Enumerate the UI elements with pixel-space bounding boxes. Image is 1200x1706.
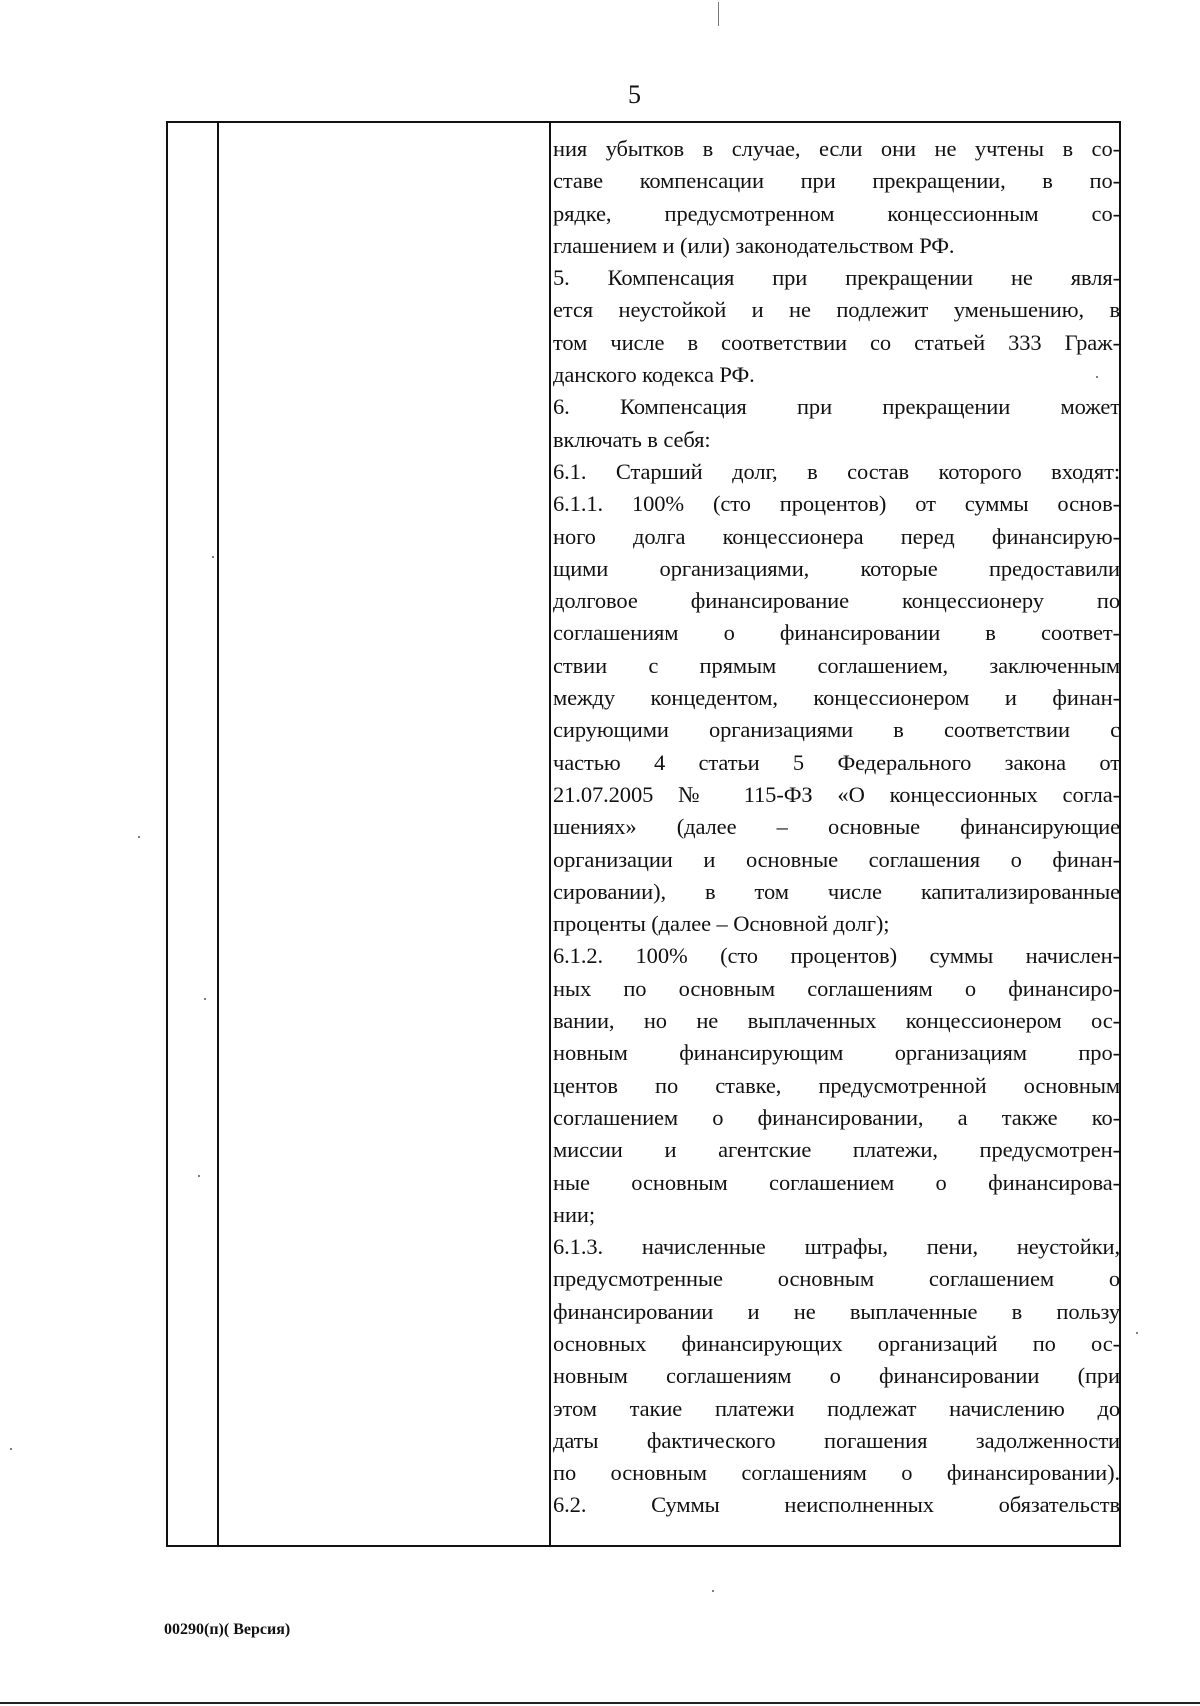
text-line: ные основным соглашением о финансирова- — [553, 1169, 1120, 1195]
text-line: включать в себя: — [553, 426, 711, 452]
text-line: новным соглашениям о финансировании (при — [553, 1363, 1120, 1389]
text-line: рядке, предусмотренном концессионным со- — [553, 200, 1120, 226]
text-line: частью 4 статьи 5 Федерального закона от — [553, 749, 1120, 775]
text-line: проценты (далее – Основной долг); — [553, 911, 890, 937]
page-number: 5 — [628, 80, 641, 109]
text-line: 6.2. Суммы неисполненных обязательств — [553, 1492, 1120, 1518]
scan-speck — [204, 998, 206, 1000]
text-line: нии; — [553, 1201, 595, 1227]
scan-speck — [212, 556, 214, 558]
scan-speck — [1136, 1332, 1138, 1334]
text-line: щими организациями, которые предоставили — [553, 555, 1120, 581]
text-line: соглашениям о финансировании в соответ- — [553, 620, 1120, 646]
text-line: ного долга концессионера перед финансирую- — [553, 523, 1120, 549]
text-line: том числе в соответствии со статьей 333 Граж- — [553, 329, 1120, 355]
text-line: сировании), в том числе капитализированные — [553, 878, 1120, 904]
text-line: 6.1.2. 100% (сто процентов) суммы начислен- — [553, 943, 1120, 969]
text-line: этом такие платежи подлежат начислению до — [553, 1395, 1120, 1421]
text-line: шениях» (далее – основные финансирующие — [553, 814, 1120, 840]
text-line: данского кодекса РФ. — [553, 362, 755, 388]
text-line: по основным соглашениям о финансировании). — [553, 1460, 1120, 1486]
text-line: глашением и (или) законодательством РФ. — [553, 232, 955, 258]
text-line: даты фактического погашения задолженности — [553, 1427, 1120, 1453]
text-line: ствии с прямым соглашением, заключенным — [553, 652, 1120, 678]
text-line: ется неустойкой и не подлежит уменьшению, в — [553, 297, 1120, 323]
content-cell — [553, 133, 1120, 1522]
text-line: 6.1.3. начисленные штрафы, пени, неустойки, — [553, 1234, 1120, 1260]
text-line: между концедентом, концессионером и финан- — [553, 685, 1120, 711]
text-line: ных по основным соглашениям о финансиро- — [553, 975, 1120, 1001]
scan-bottom-edge — [0, 1702, 1200, 1704]
text-line: основных финансирующих организаций по ос- — [553, 1330, 1120, 1356]
text-line: 6.1. Старший долг, в состав которого входят: — [553, 458, 1120, 484]
text-line: ния убытков в случае, если они не учтены в со- — [553, 136, 1120, 161]
document-footer-code: 00290(п)( Версия) — [164, 1621, 291, 1638]
text-line: соглашением о финансировании, а также ко- — [553, 1104, 1120, 1130]
text-line: долговое финансирование концессионеру по — [553, 588, 1120, 614]
scan-speck — [712, 1590, 714, 1592]
text-line: 21.07.2005 № 115-ФЗ «О концессионных согла- — [553, 781, 1120, 807]
scan-artifact — [718, 2, 719, 26]
text-line: 6. Компенсация при прекращении может — [553, 394, 1120, 420]
document-table — [166, 121, 1121, 1547]
scan-speck — [10, 1448, 12, 1450]
text-line: сирующими организациями в соответствии с — [553, 717, 1120, 743]
text-line: организации и основные соглашения о финан- — [553, 846, 1120, 872]
text-line: центов по ставке, предусмотренной основным — [553, 1072, 1120, 1098]
text-line: вании, но не выплаченных концессионером ос- — [553, 1008, 1120, 1034]
text-line: 5. Компенсация при прекращении не явля- — [553, 265, 1120, 291]
text-line: ставе компенсации при прекращении, в по- — [553, 168, 1120, 194]
scan-speck — [138, 836, 140, 838]
column-divider-1 — [217, 123, 219, 1545]
scan-speck — [198, 1175, 200, 1177]
text-line: финансировании и не выплаченные в пользу — [553, 1298, 1120, 1324]
column-divider-2 — [549, 123, 551, 1545]
scan-speck — [1096, 376, 1098, 378]
text-line: миссии и агентские платежи, предусмотрен- — [553, 1137, 1120, 1163]
text-line: новным финансирующим организациям про- — [553, 1040, 1120, 1066]
text-line: 6.1.1. 100% (сто процентов) от суммы основ- — [553, 491, 1120, 517]
text-line: предусмотренные основным соглашением о — [553, 1266, 1120, 1292]
